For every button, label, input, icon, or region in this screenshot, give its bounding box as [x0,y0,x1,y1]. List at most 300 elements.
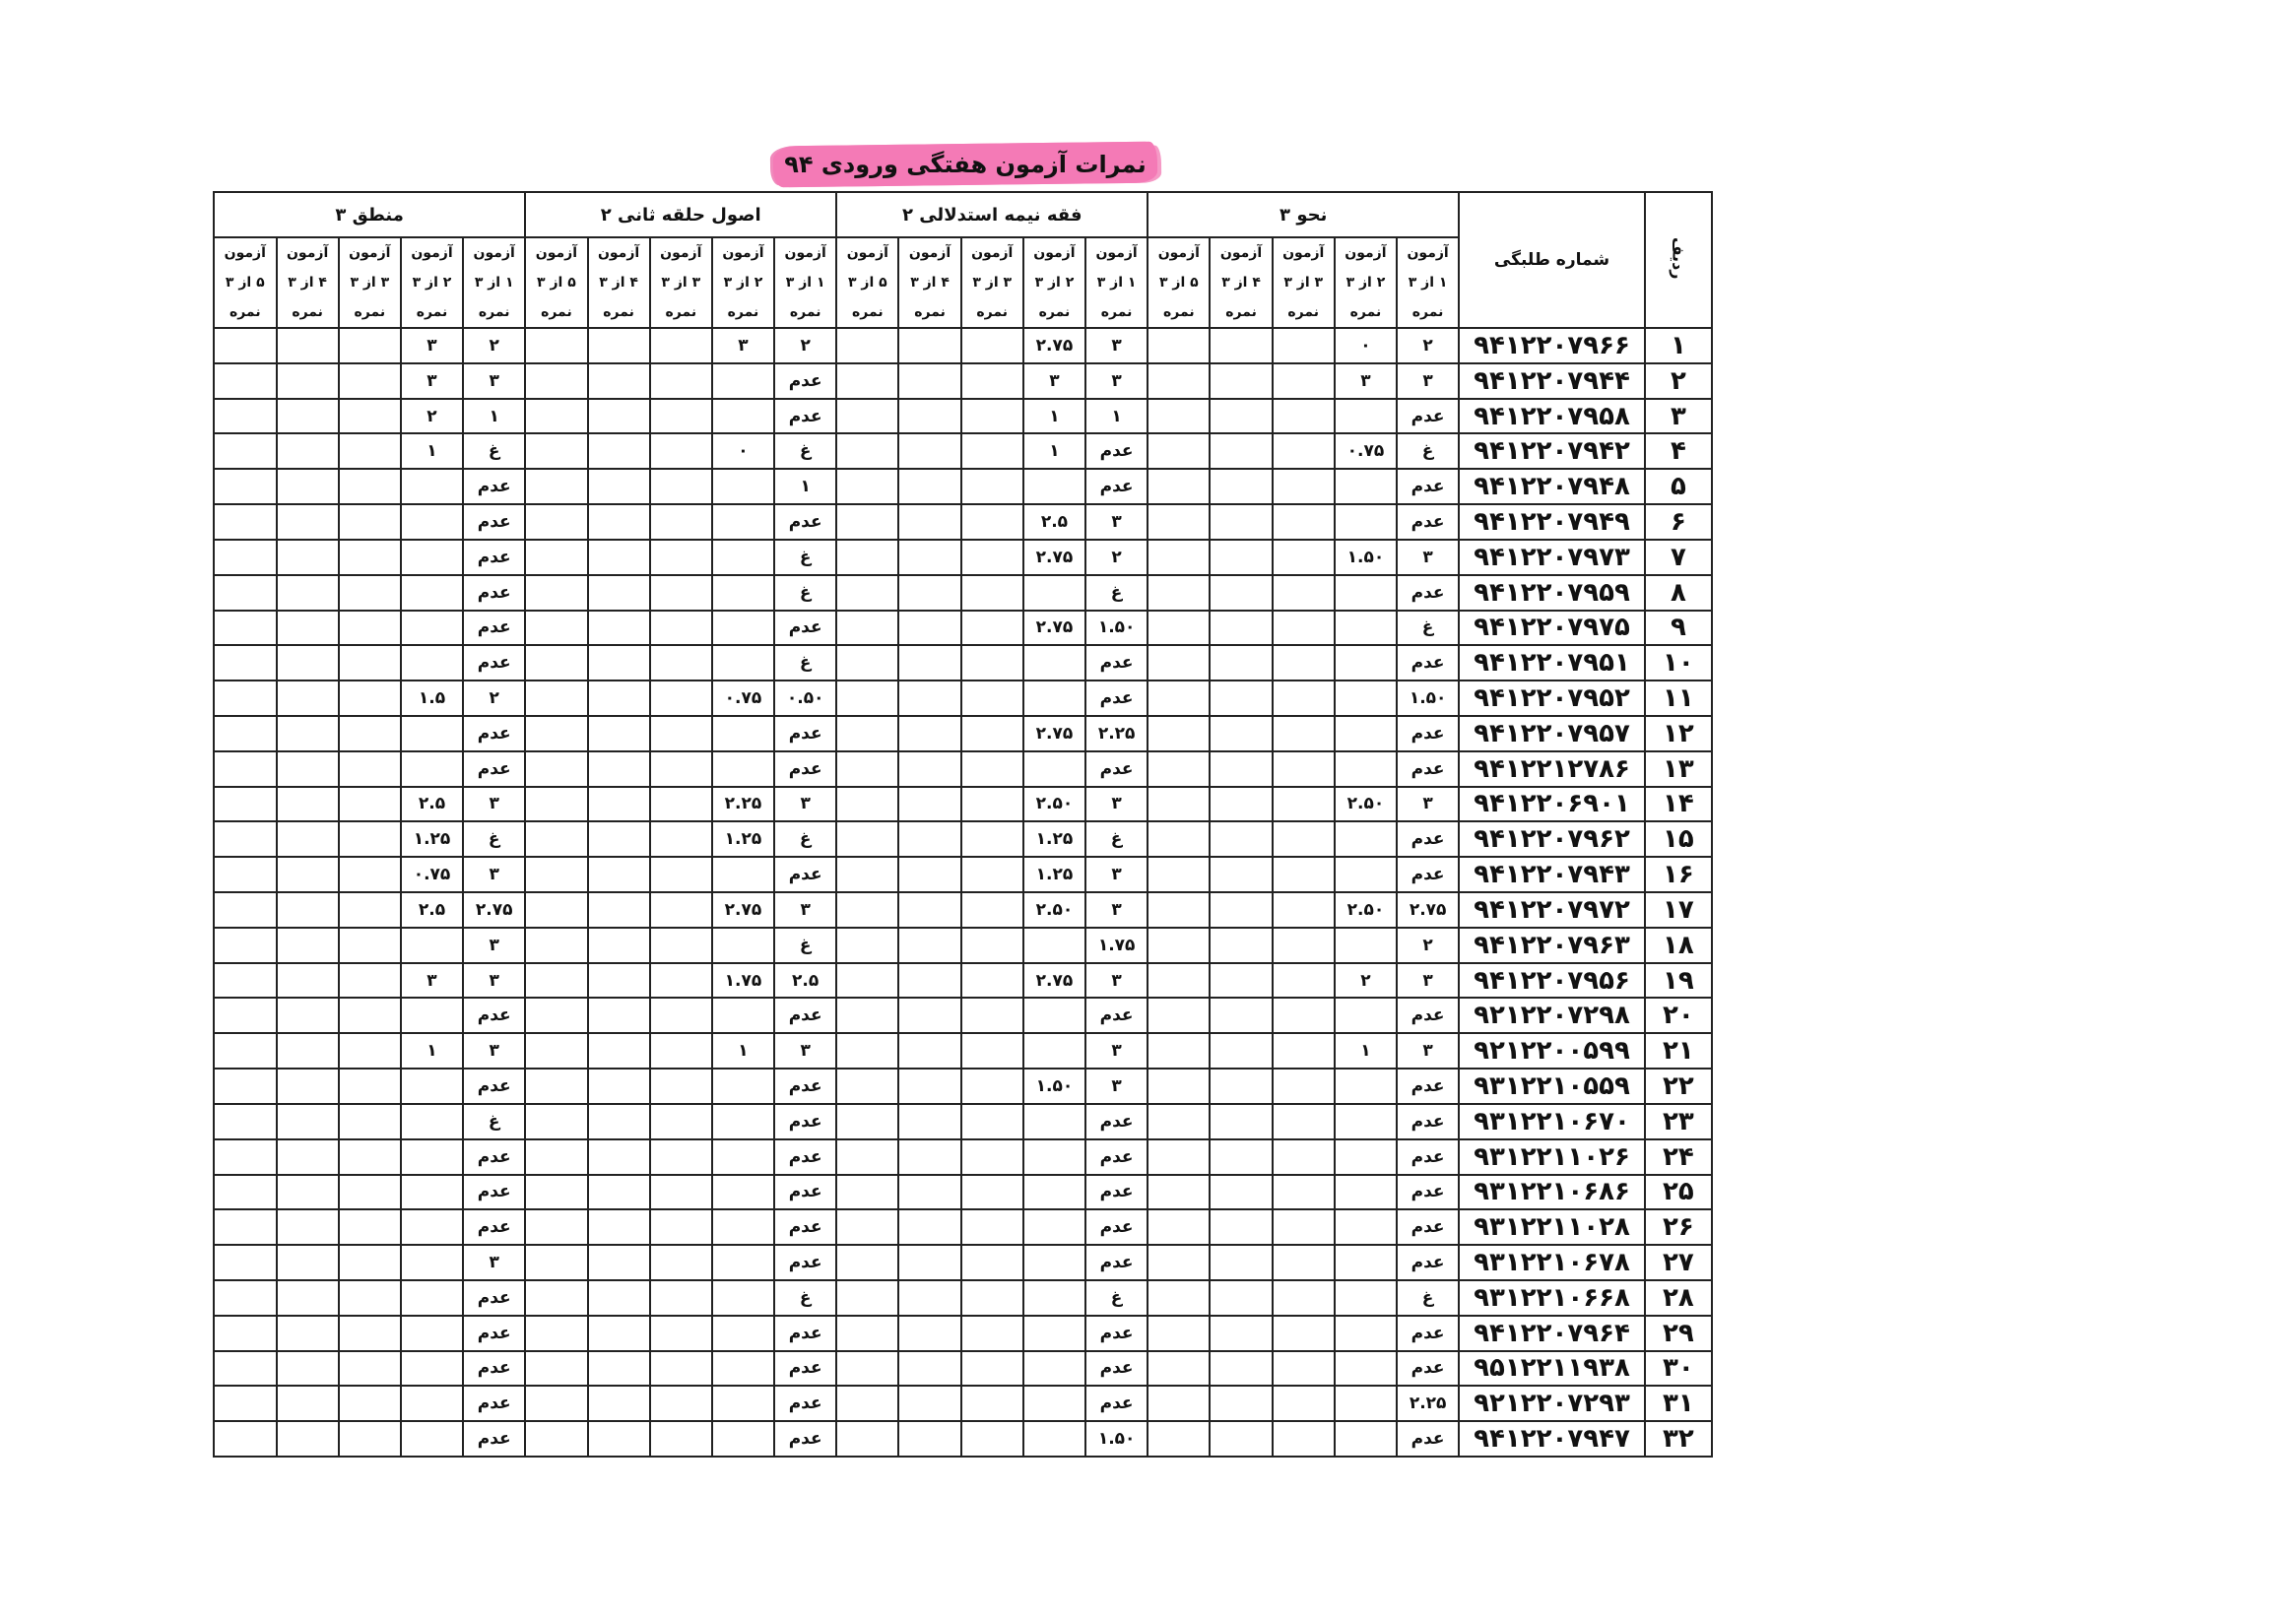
grade-cell [1210,504,1272,540]
table-row [214,645,1712,681]
grade-cell [401,1421,463,1457]
grade-cell: ۳ [1397,540,1459,575]
grade-cell [588,433,650,469]
grade-cell [836,433,898,469]
grade-cell [712,1209,774,1245]
grade-cell [214,1069,277,1104]
grade-cell [1148,363,1210,399]
grade-cell [650,928,712,963]
grade-cell [898,1280,960,1316]
grade-cell [1210,681,1272,716]
grade-cell [1023,1139,1085,1175]
grade-cell [401,928,463,963]
grade-cell [1148,399,1210,434]
grade-cell [1210,821,1272,857]
grade-cell: ۱ [1085,399,1148,434]
exam-header-line: ۵ از ۳ [537,275,576,291]
row-index: ۶ [1645,504,1712,540]
row-index: ۳ [1645,399,1712,434]
grade-cell [961,1069,1023,1104]
grade-cell [339,399,401,434]
row-index: ۲۵ [1645,1175,1712,1210]
grade-cell [588,1069,650,1104]
exam-header-line: آزمون [660,245,702,261]
student-id: ۹۲۱۲۲۰۷۲۹۳ [1459,1386,1645,1421]
table-row [214,892,1712,928]
grade-cell [650,1033,712,1069]
row-index: ۲۰ [1645,998,1712,1033]
grade-cell [214,645,277,681]
grade-cell [1148,963,1210,999]
grade-cell [214,399,277,434]
row-index: ۲۷ [1645,1245,1712,1280]
grade-cell [898,998,960,1033]
grade-cell [525,1139,587,1175]
grade-cell [1148,1033,1210,1069]
grade-cell: ۲.۷۵ [1023,963,1085,999]
student-id: ۹۳۱۲۲۱۱۰۲۶ [1459,1139,1645,1175]
grade-cell: ۲.۲۵ [712,787,774,822]
grade-cell: غ [774,645,836,681]
grade-cell [1210,963,1272,999]
grade-cell [1273,1069,1335,1104]
grade-cell [1210,540,1272,575]
student-id: ۹۳۱۲۲۱۰۶۷۰ [1459,1104,1645,1139]
grade-cell [712,575,774,611]
grade-cell: ۳ [1085,328,1148,363]
exam-header [277,237,339,328]
grade-cell [588,821,650,857]
grade-cell [214,1175,277,1210]
grade-cell: عدم [1085,1139,1148,1175]
grade-cell [836,540,898,575]
grade-cell [525,998,587,1033]
grade-cell [525,928,587,963]
grade-cell [1210,1421,1272,1457]
grade-cell [1023,751,1085,787]
grade-cell [214,751,277,787]
grade-cell [525,857,587,892]
student-id: ۹۴۱۲۲۰۷۹۷۲ [1459,892,1645,928]
grade-cell [961,892,1023,928]
grade-cell [277,1033,339,1069]
row-index: ۹ [1645,611,1712,646]
exam-header [214,237,277,328]
grade-cell [1273,540,1335,575]
grade-cell [1023,1386,1085,1421]
grade-cell [1023,998,1085,1033]
grade-cell: عدم [1397,1245,1459,1280]
table-row [214,469,1712,504]
student-id: ۹۴۱۲۲۰۷۹۵۷ [1459,716,1645,751]
grade-cell [1210,716,1272,751]
exam-header-line: نمره [541,304,572,320]
exam-header-line: آزمون [224,245,266,261]
grade-cell: ۳ [774,1033,836,1069]
grade-cell [525,1351,587,1387]
grade-cell [277,892,339,928]
grade-cell [588,1421,650,1457]
grade-cell [961,1104,1023,1139]
grade-cell: ۱ [401,1033,463,1069]
grade-cell [712,1421,774,1457]
grade-cell [650,504,712,540]
exam-header-line: ۲ از ۳ [1034,275,1075,291]
grade-cell [588,469,650,504]
grade-cell [961,399,1023,434]
grade-cell [588,998,650,1033]
grade-cell [1210,892,1272,928]
grade-cell [1273,963,1335,999]
grade-cell [401,540,463,575]
exam-header-line: ۳ از ۳ [972,275,1013,291]
grade-cell [712,1069,774,1104]
exam-header-line: ۲ از ۳ [1345,275,1386,291]
grade-cell [1148,857,1210,892]
grade-cell: عدم [774,751,836,787]
grade-cell: عدم [774,363,836,399]
grade-cell [1148,1209,1210,1245]
grade-cell [1335,1209,1397,1245]
row-index: ۱۳ [1645,751,1712,787]
grade-cell [1335,504,1397,540]
grade-cell [588,611,650,646]
grade-cell [712,645,774,681]
grade-cell: ۱.۵۰ [1085,1421,1148,1457]
grade-cell [1335,681,1397,716]
row-index: ۷ [1645,540,1712,575]
grade-cell [898,1316,960,1351]
grade-cell: عدم [774,1421,836,1457]
grade-cell [1148,645,1210,681]
table-row [214,681,1712,716]
grade-cell: عدم [1085,645,1148,681]
grade-cell [1210,1245,1272,1280]
table-row [214,998,1712,1033]
student-id: ۹۴۱۲۲۰۷۹۵۶ [1459,963,1645,999]
grade-cell [214,1033,277,1069]
grades-table [213,191,1713,1458]
grade-cell [836,1316,898,1351]
grade-cell [1273,1175,1335,1210]
exam-header [401,237,463,328]
exam-header [650,237,712,328]
grade-cell [525,1386,587,1421]
grade-cell [1148,1280,1210,1316]
grade-cell: ۲.۷۵ [1023,716,1085,751]
exam-header [1335,237,1397,328]
grade-cell [1148,1245,1210,1280]
grade-cell [1148,681,1210,716]
grade-cell [525,504,587,540]
grade-cell: ۳ [463,857,525,892]
grade-cell [1273,1280,1335,1316]
grade-cell: غ [1397,611,1459,646]
grade-cell [650,1104,712,1139]
grade-cell: عدم [463,1280,525,1316]
grade-cell: غ [1085,1280,1148,1316]
grade-cell [525,892,587,928]
grade-cell [339,1033,401,1069]
grade-cell [339,611,401,646]
grade-cell [588,1139,650,1175]
grade-cell [1023,928,1085,963]
table-row [214,1386,1712,1421]
exam-header-line: نمره [1349,304,1382,320]
grade-cell: عدم [774,1209,836,1245]
grade-cell [1210,1386,1272,1421]
grade-cell [588,399,650,434]
grade-cell [339,998,401,1033]
grade-cell [525,1175,587,1210]
grade-cell [525,1421,587,1457]
student-id: ۹۳۱۲۲۱۱۰۲۸ [1459,1209,1645,1245]
grade-cell: عدم [774,1316,836,1351]
grade-cell [339,821,401,857]
grade-cell: غ [1397,1280,1459,1316]
grade-cell: عدم [1397,504,1459,540]
grade-cell [401,716,463,751]
student-id: ۹۳۱۲۲۱۰۵۵۹ [1459,1069,1645,1104]
grade-cell: ۳ [463,1245,525,1280]
student-id: ۹۴۱۲۲۰۷۹۵۲ [1459,681,1645,716]
exam-header [1148,237,1210,328]
grade-cell [1148,716,1210,751]
grade-cell: عدم [774,1104,836,1139]
grade-cell [525,716,587,751]
grade-cell [836,1386,898,1421]
grade-cell [1335,575,1397,611]
grade-cell [712,399,774,434]
grade-cell [1273,645,1335,681]
grade-cell [961,1316,1023,1351]
exam-header-line: ۱ از ۳ [1096,275,1137,291]
grade-cell [214,998,277,1033]
grade-cell [525,1033,587,1069]
grade-cell [650,1245,712,1280]
subject-header: نحو ۳ [1148,192,1459,237]
student-id: ۹۴۱۲۲۰۷۹۵۱ [1459,645,1645,681]
grade-cell [1023,1245,1085,1280]
grade-cell: ۲.۵۰ [1335,892,1397,928]
grade-cell [898,892,960,928]
row-index: ۱۸ [1645,928,1712,963]
grade-cell [214,540,277,575]
grade-cell [898,1033,960,1069]
exam-header-line: نمره [478,304,510,320]
exam-header-line: ۱ از ۳ [474,275,514,291]
grade-cell [214,611,277,646]
grade-cell [1210,1316,1272,1351]
grade-cell [339,681,401,716]
grade-cell [277,821,339,857]
exam-header-line: آزمون [597,245,640,261]
row-index: ۲۱ [1645,1033,1712,1069]
grade-cell [1210,399,1272,434]
grade-cell [1148,1139,1210,1175]
grade-cell [588,787,650,822]
grade-cell [898,328,960,363]
grade-cell [277,681,339,716]
grade-cell: ۳ [774,787,836,822]
exam-header-line: نمره [914,304,946,320]
exam-header-line: آزمون [1219,245,1263,261]
grade-cell [214,787,277,822]
grade-cell: ۲ [1397,328,1459,363]
grade-cell [214,857,277,892]
grade-cell [1148,821,1210,857]
grade-cell: ۲ [463,681,525,716]
grade-cell: ۳ [1085,963,1148,999]
grade-cell [214,928,277,963]
grade-cell [401,469,463,504]
grade-cell [1210,575,1272,611]
grade-cell [961,681,1023,716]
grade-cell [401,1069,463,1104]
grade-cell [1148,433,1210,469]
grade-cell [1335,1069,1397,1104]
grade-cell: ۱ [1335,1033,1397,1069]
grade-cell [588,1351,650,1387]
page-title: نمرات آزمون هفتگی ورودی ۹۴ [784,151,1147,178]
grade-cell [898,1386,960,1421]
row-index: ۱۱ [1645,681,1712,716]
grade-cell [898,645,960,681]
grade-cell [1023,469,1085,504]
student-id: ۹۲۱۲۲۰۰۵۹۹ [1459,1033,1645,1069]
grade-cell: ۱.۵۰ [1085,611,1148,646]
grade-cell [1023,1421,1085,1457]
grade-cell [339,433,401,469]
exam-header-line: آزمون [349,245,391,261]
grade-cell [401,1245,463,1280]
grade-cell [1148,1386,1210,1421]
table-row [214,1209,1712,1245]
grade-cell [339,1139,401,1175]
grade-cell [898,716,960,751]
grade-cell: عدم [774,399,836,434]
exam-header [836,237,898,328]
grade-cell: ۱.۵ [401,681,463,716]
grade-cell [961,1421,1023,1457]
grade-cell: ۲.۷۵ [463,892,525,928]
exam-header [339,237,401,328]
grade-cell [836,1104,898,1139]
grade-cell [277,1386,339,1421]
grade-cell [836,681,898,716]
grade-cell: ۳ [1397,963,1459,999]
grade-cell [1273,681,1335,716]
grade-cell: عدم [1085,751,1148,787]
grade-cell [961,1386,1023,1421]
grade-cell [961,857,1023,892]
exam-header-line: نمره [1225,304,1257,320]
grade-cell [1210,751,1272,787]
grade-cell [712,1175,774,1210]
grade-cell [712,363,774,399]
grade-cell [1148,1421,1210,1457]
grade-cell [214,1316,277,1351]
grade-cell: ۳ [1085,363,1148,399]
grade-cell: عدم [1397,998,1459,1033]
grade-cell [339,469,401,504]
grade-cell [836,751,898,787]
grade-cell [401,1104,463,1139]
grade-cell [277,1175,339,1210]
table-row [214,611,1712,646]
grade-cell [1273,821,1335,857]
row-index: ۱ [1645,328,1712,363]
table-row [214,328,1712,363]
grade-cell [214,1104,277,1139]
grade-cell [898,928,960,963]
grade-cell [277,575,339,611]
student-id: ۹۴۱۲۲۰۷۹۷۵ [1459,611,1645,646]
header-student-id: شماره طلبگی [1459,192,1645,328]
exam-header-line: ۱ از ۳ [1408,275,1448,291]
grade-cell [898,751,960,787]
grade-cell [1335,1175,1397,1210]
grade-cell [712,1386,774,1421]
grade-cell: عدم [1397,821,1459,857]
grade-cell [1335,1280,1397,1316]
grade-cell: ۲.۲۵ [1397,1386,1459,1421]
grade-cell [339,963,401,999]
grade-cell [650,611,712,646]
student-id: ۹۴۱۲۲۰۷۹۴۲ [1459,433,1645,469]
grade-cell: ۰.۷۵ [401,857,463,892]
grade-cell [1273,611,1335,646]
grade-cell [277,1104,339,1139]
grade-cell [588,645,650,681]
grade-cell: عدم [1397,857,1459,892]
grade-cell [1210,1209,1272,1245]
grade-cell [277,751,339,787]
exam-header [712,237,774,328]
grade-cell [214,892,277,928]
grade-cell: عدم [1085,998,1148,1033]
grade-cell [712,1104,774,1139]
grade-cell [588,1280,650,1316]
grade-cell: عدم [463,1209,525,1245]
grade-cell [588,857,650,892]
grade-cell [588,328,650,363]
grade-cell: عدم [1397,1175,1459,1210]
grade-cell [1210,611,1272,646]
grade-cell: غ [1085,821,1148,857]
grade-cell: ۳ [1397,1033,1459,1069]
grade-cell [588,1175,650,1210]
grade-cell [898,857,960,892]
grade-cell [588,1104,650,1139]
grade-cell [650,575,712,611]
table-row [214,1245,1712,1280]
grade-cell: ۳ [401,363,463,399]
grade-cell: ۳ [1023,363,1085,399]
exam-header-line: نمره [603,304,634,320]
exam-header-line: آزمون [535,245,578,261]
exam-header-line: ۳ از ۳ [350,275,390,291]
grade-cell [712,1351,774,1387]
grade-cell: عدم [1397,1069,1459,1104]
table-row [214,857,1712,892]
table-row [214,1139,1712,1175]
row-index: ۱۶ [1645,857,1712,892]
grade-cell: ۰.۷۵ [712,681,774,716]
grade-cell [277,998,339,1033]
grade-cell [836,1351,898,1387]
grade-cell [898,363,960,399]
